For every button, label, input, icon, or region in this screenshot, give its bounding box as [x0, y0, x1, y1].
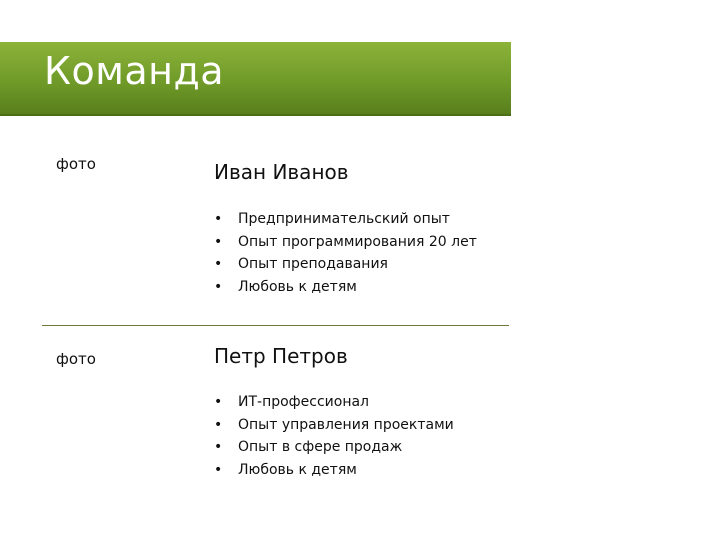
list-item-text: Любовь к детям [238, 278, 357, 295]
list-item [214, 276, 477, 299]
member-name: Иван Иванов [214, 160, 349, 184]
bullet-icon: • [214, 439, 223, 455]
member-photo-placeholder: фото [56, 350, 96, 368]
bullet-icon: • [214, 461, 223, 478]
list-item [214, 414, 454, 437]
list-item [214, 208, 477, 231]
member-name: Петр Петров [214, 344, 348, 368]
member-photo-placeholder: фото [56, 155, 96, 173]
bullet-icon: • [214, 256, 223, 272]
list-item-text: ИТ-профессионал [238, 394, 370, 410]
list-item-text: Опыт управления проектами [238, 416, 454, 433]
list-item-text: Опыт преподавания [238, 256, 388, 272]
list-item-text: Опыт программирования 20 лет [238, 233, 477, 250]
slide-title: Команда [44, 49, 225, 93]
section-divider [42, 325, 509, 326]
list-item-text: Любовь к детям [238, 461, 357, 478]
bullet-icon: • [214, 394, 223, 410]
bullet-icon: • [214, 278, 223, 295]
list-item [214, 231, 477, 254]
list-item-text: Опыт в сфере продаж [238, 439, 403, 455]
member-qualifications-list [214, 391, 454, 481]
list-item [214, 436, 454, 459]
bullet-icon: • [214, 211, 223, 227]
bullet-icon: • [214, 233, 223, 250]
list-item-text: Предпринимательский опыт [238, 211, 450, 227]
list-item [214, 391, 454, 414]
bullet-icon: • [214, 416, 223, 433]
list-item [214, 459, 454, 482]
member-qualifications-list [214, 208, 477, 298]
list-item [214, 253, 477, 276]
